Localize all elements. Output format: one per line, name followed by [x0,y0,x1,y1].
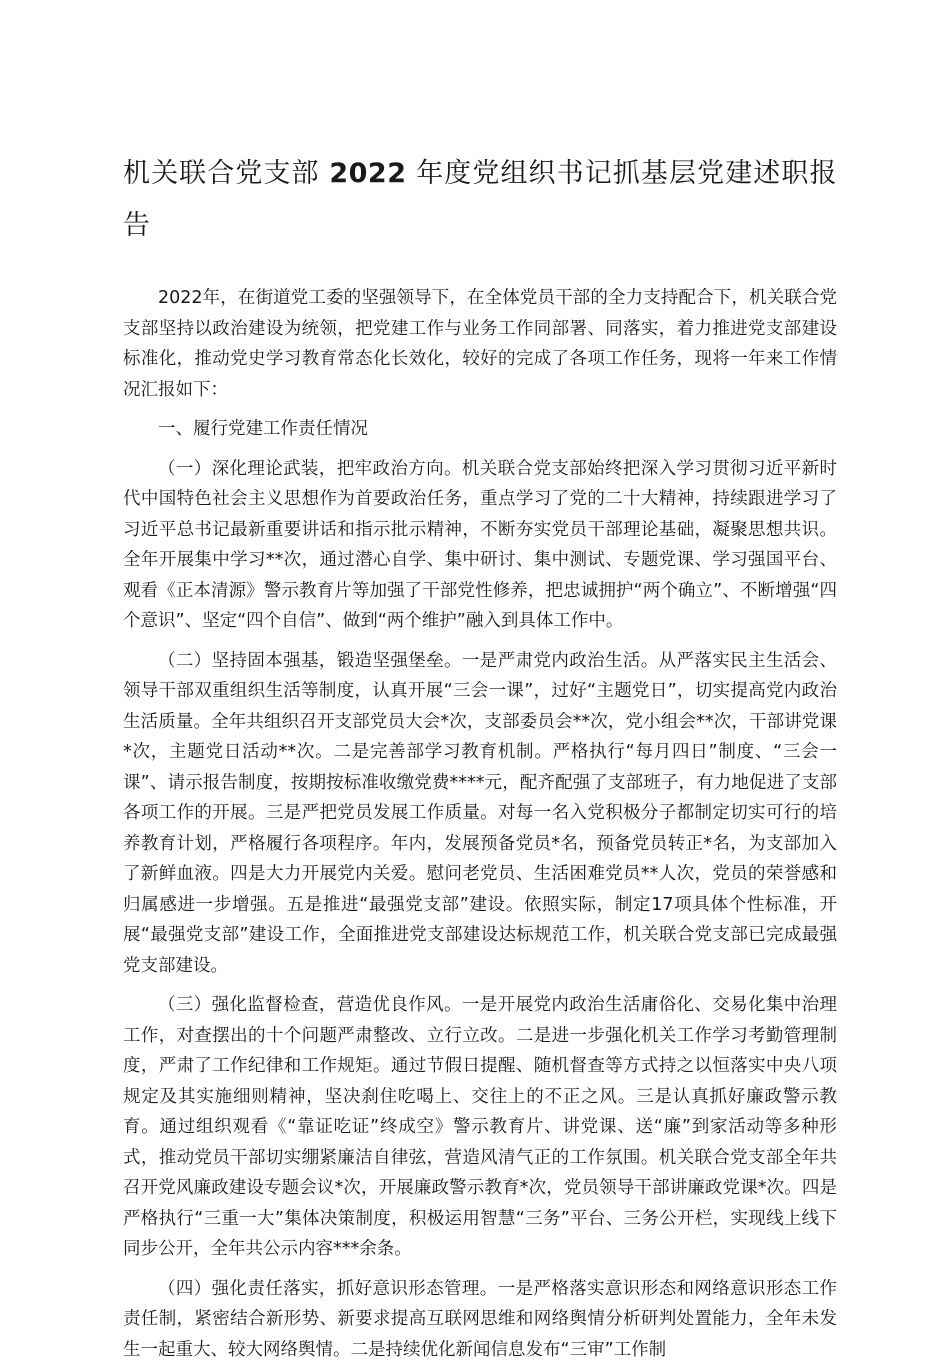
intro-paragraph: 2022年，在街道党工委的坚强领导下，在全体党员干部的全力支持配合下，机关联合党支部坚持以政治建设为统领，把党建工作与业务工作同部署、同落实，着力推进党支部建设标准化，推动党史学习教育常态化长效化，较好的完成了各项工作任务，现将一年来工作情况汇报如下： [123,283,837,405]
body-paragraph: （四）强化责任落实，抓好意识形态管理。一是严格落实意识形态和网络意识形态工作责任制，紧密结合新形势、新要求提高互联网思维和网络舆情分析研判处置能力，全年未发生一起重大、较大网络舆情。二是持续优化新闻信息发布“三审”工作制 [123,1274,837,1365]
body-paragraph: （一）深化理论武装，把牢政治方向。机关联合党支部始终把深入学习贯彻习近平新时代中国特色社会主义思想作为首要政治任务，重点学习了党的二十大精神，持续跟进学习了习近平总书记最新重要讲话和指示批示精神，不断夯实党员干部理论基础，凝聚思想共识。全年开展集中学习**次，通过潜心自学、集中研讨、集中测试、专题党课、学习强国平台、观看《正本清源》警示教育片等加强了干部党性修养，把忠诚拥护“两个确立”、不断增强“四个意识”、坚定“四个自信”、做到“两个维护”融入到具体工作中。 [123,454,837,637]
title-prefix: 机关联合党支部 [123,158,320,189]
body-paragraph: （三）强化监督检查，营造优良作风。一是开展党内政治生活庸俗化、交易化集中治理工作，对查摆出的十个问题严肃整改、立行立改。二是进一步强化机关工作学习考勤管理制度，严肃了工作纪律和工作规矩。通过节假日提醒、随机督查等方式持之以恒落实中央八项规定及其实施细则精神，坚决刹住吃喝上、交往上的不正之风。三是认真抓好廉政警示教育。通过组织观看《“靠证吃证”终成空》警示教育片、讲党课、送“廉”到家活动等多种形式，推动党员干部切实绷紧廉洁自律弦，营造风清气正的工作氛围。机关联合党支部全年共召开党风廉政建设专题会议*次，开展廉政警示教育*次，党员领导干部讲廉政党课*次。四是严格执行“三重一大”集体决策制度，积极运用智慧“三务”平台、三务公开栏，实现线上线下同步公开，全年共公示内容***余条。 [123,990,837,1265]
document-title [123,148,837,252]
title-suffix: 年度党组织书记抓基层党建述职报告 [123,158,837,241]
document-page [123,148,837,1365]
title-year: 2022 [329,158,406,189]
document-body [123,283,837,1365]
section-heading: 一、履行党建工作责任情况 [123,414,837,445]
body-paragraph: （二）坚持固本强基，锻造坚强堡垒。一是严肃党内政治生活。从严落实民主生活会、领导干部双重组织生活等制度，认真开展“三会一课”，过好“主题党日”，切实提高党内政治生活质量。全年共组织召开支部党员大会*次，支部委员会**次，党小组会**次，干部讲党课*次，主题党日活动**次。二是完善部学习教育机制。严格执行“每月四日”制度、“三会一课”、请示报告制度，按期按标准收缴党费****元，配齐配强了支部班子，有力地促进了支部各项工作的开展。三是严把党员发展工作质量。对每一名入党积极分子都制定切实可行的培养教育计划，严格履行各项程序。年内，发展预备党员*名，预备党员转正*名，为支部加入了新鲜血液。四是大力开展党内关爱。慰问老党员、生活困难党员**人次，党员的荣誉感和归属感进一步增强。五是推进“最强党支部”建设。依照实际，制定17项具体个性标准，开展“最强党支部”建设工作，全面推进党支部建设达标规范工作，机关联合党支部已完成最强党支部建设。 [123,646,837,982]
